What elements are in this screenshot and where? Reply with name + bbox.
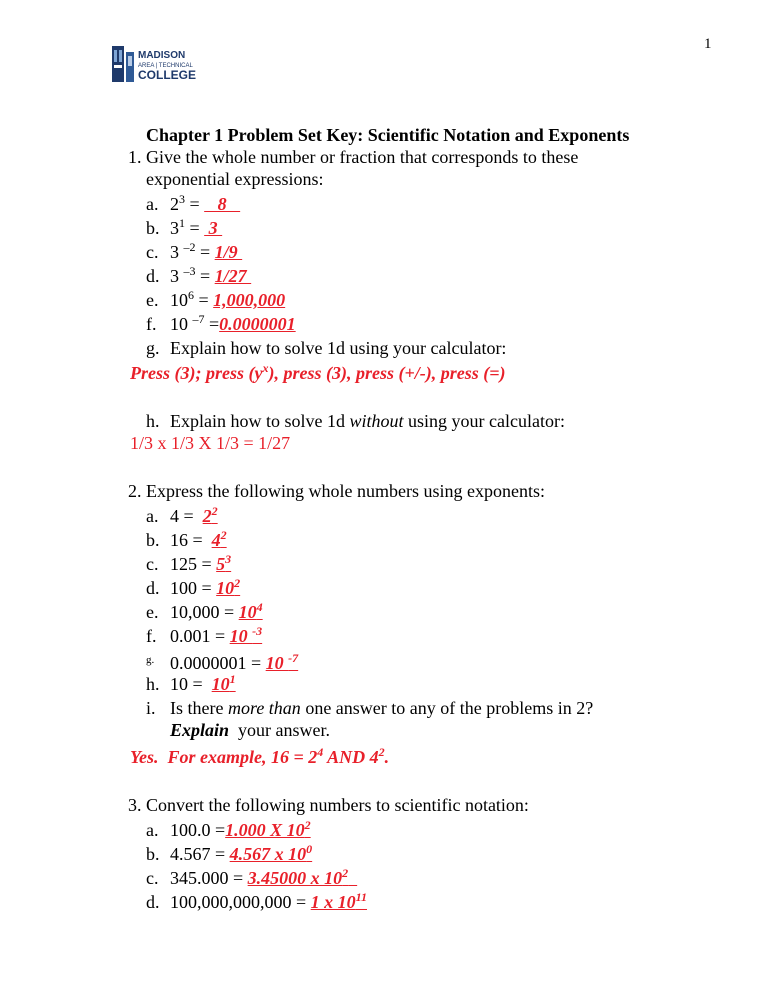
q2i-question-emphasis: more than: [227, 698, 301, 718]
q2-item-c: [146, 553, 231, 575]
q2g-answer-exponent: -7: [288, 651, 299, 665]
q3b-question: 4.567 =: [170, 844, 230, 864]
q1-item-f: [146, 313, 296, 335]
item-label: c.: [146, 554, 159, 574]
q1-item-h: [146, 410, 565, 432]
item-label: d.: [146, 578, 160, 598]
q1b-equals: =: [185, 218, 205, 238]
q3d-question: 100,000,000,000 =: [170, 892, 311, 912]
q3c-answer-exponent: 2: [342, 866, 349, 880]
item-label: e.: [146, 602, 159, 622]
q2d-answer-base: 10: [216, 578, 235, 598]
q1h-answer: 1/3 x 1/3 X 1/3 = 1/27: [130, 433, 291, 453]
q2i-question-part2: one answer to any of the problems in 2?: [300, 698, 594, 718]
item-label: c.: [146, 242, 159, 262]
q1d-exponent: –3: [183, 264, 196, 278]
q2i-answer-sup1: 4: [317, 745, 324, 759]
q3c-question: 345.000 =: [170, 868, 248, 888]
q1d-base: 3: [170, 266, 184, 286]
q1h-question-part1: Explain how to solve 1d: [170, 411, 350, 431]
q1h-question-part2: using your calculator:: [403, 411, 565, 431]
q3a-answer: 1.000 X 10: [225, 820, 305, 840]
q1b-base: 3: [170, 218, 179, 238]
svg-text:MADISON: MADISON: [138, 50, 186, 61]
q3-item-b: [146, 843, 312, 865]
svg-text:COLLEGE: COLLEGE: [138, 68, 197, 82]
q2-item-h: [146, 673, 236, 695]
q2i-answer-part1: Yes. For example, 16 = 2: [130, 747, 318, 767]
q2e-answer-exponent: 4: [256, 600, 263, 614]
q2i-question-part1: Is there: [170, 698, 228, 718]
q1g-answer-part2: ), press (3), press (+/-), press (=): [268, 363, 506, 383]
item-label: d.: [146, 266, 160, 286]
q1e-exponent: 6: [188, 288, 194, 302]
item-label: g.: [146, 654, 155, 666]
item-label: a.: [146, 506, 159, 526]
item-label: f.: [146, 314, 157, 334]
svg-text:AREA | TECHNICAL: AREA | TECHNICAL: [138, 63, 193, 69]
q1a-answer: 8: [204, 194, 241, 214]
q1-prompt-line2: exponential expressions:: [146, 169, 324, 189]
q1b-answer: 3: [204, 218, 223, 238]
q1-item-b: [146, 217, 222, 239]
q2b-question: 16 =: [170, 530, 212, 550]
q1h-question-emphasis: without: [349, 411, 404, 431]
q2i-explain: Explain: [170, 720, 230, 740]
q2-prompt: 2. Express the following whole numbers using exponents:: [128, 481, 545, 501]
q2f-answer-base: 10: [229, 626, 253, 646]
item-label: h.: [146, 411, 160, 431]
q1d-equals: =: [195, 266, 215, 286]
q3a-answer-exponent: 2: [304, 818, 311, 832]
q2h-answer-base: 10: [211, 674, 230, 694]
q1-item-c: [146, 241, 242, 263]
logo-mark-icon: [112, 44, 206, 84]
q3d-answer: 1 x 10: [310, 892, 356, 912]
q2-item-i-cont: [170, 719, 330, 741]
q1b-exponent: 1: [179, 216, 185, 230]
q1e-equals: =: [194, 290, 214, 310]
q2-item-g: [146, 649, 298, 674]
q1f-exponent: –7: [192, 312, 205, 326]
item-label: b.: [146, 844, 160, 864]
q3-item-a: [146, 819, 311, 841]
q2c-answer-base: 5: [216, 554, 226, 574]
item-label: g.: [146, 338, 160, 358]
q2-item-b: [146, 529, 227, 551]
q1f-answer: 0.0000001: [219, 314, 296, 334]
q3-item-d: [146, 891, 367, 913]
q2c-question: 125 =: [170, 554, 217, 574]
q2a-answer-exponent: 2: [211, 504, 218, 518]
q1c-exponent: –2: [183, 240, 196, 254]
item-label: f.: [146, 626, 157, 646]
q1f-base: 10: [170, 314, 193, 334]
q1g-answer: [130, 362, 505, 384]
q1g-answer-sup: x: [262, 361, 269, 375]
q2f-answer-exponent: -3: [252, 624, 263, 638]
q2e-answer-base: 10: [238, 602, 257, 622]
item-label: b.: [146, 530, 160, 550]
q1c-equals: =: [195, 242, 215, 262]
item-label: d.: [146, 892, 160, 912]
q2f-question: 0.001 =: [170, 626, 230, 646]
item-label: b.: [146, 218, 160, 238]
q1c-answer: 1/9: [214, 242, 243, 262]
q1f-equals: =: [204, 314, 220, 334]
item-label: a.: [146, 820, 159, 840]
q1g-answer-part1: Press (3); press (y: [130, 363, 263, 383]
q1g-question: Explain how to solve 1d using your calculator:: [170, 338, 507, 358]
q3c-answer: 3.45000 x 10: [247, 868, 343, 888]
q1-item-e: [146, 289, 285, 311]
page-title: Chapter 1 Problem Set Key: Scientific Notation and Exponents: [146, 125, 630, 145]
item-label: a.: [146, 194, 159, 214]
q2-item-i: [146, 697, 593, 719]
q1e-base: 10: [170, 290, 188, 310]
q3b-answer-exponent: 0: [306, 842, 313, 856]
q2c-answer-exponent: 3: [225, 552, 232, 566]
q1-item-g: [146, 337, 506, 359]
q1-item-a: [146, 193, 240, 215]
q2b-answer-exponent: 2: [220, 528, 227, 542]
q2d-question: 100 =: [170, 578, 217, 598]
q1-prompt-line1: 1. Give the whole number or fraction that corresponds to these: [128, 147, 579, 167]
q1a-equals: =: [185, 194, 205, 214]
q2g-question: 0.0000001 =: [170, 653, 266, 673]
item-label: i.: [146, 698, 156, 718]
q2d-answer-exponent: 2: [234, 576, 241, 590]
q2i-answer-part2: AND 4: [323, 747, 379, 767]
q2i-answer-sup2: 2: [378, 745, 385, 759]
q2-item-a: [146, 505, 218, 527]
q2i-question-part3: your answer.: [229, 720, 331, 740]
q2g-answer-base: 10: [265, 653, 289, 673]
item-label: h.: [146, 674, 160, 694]
q2i-answer: [130, 746, 389, 768]
q2i-answer-part3: .: [384, 747, 390, 767]
q1-item-d: [146, 265, 251, 287]
q2b-answer-base: 4: [211, 530, 221, 550]
q3-prompt: 3. Convert the following numbers to scientific notation:: [128, 795, 529, 815]
item-label: e.: [146, 290, 159, 310]
q2h-answer-exponent: 1: [229, 672, 236, 686]
q2-item-d: [146, 577, 240, 599]
q1d-answer: 1/27: [214, 266, 252, 286]
q2-item-f: [146, 625, 262, 647]
page-number: 1: [704, 36, 712, 52]
q1c-base: 3: [170, 242, 184, 262]
q1a-exponent: 3: [179, 192, 185, 206]
q2-item-e: [146, 601, 263, 623]
q2h-question: 10 =: [170, 674, 212, 694]
q1a-base: 2: [170, 194, 179, 214]
q2a-answer-base: 2: [202, 506, 212, 526]
q1e-answer: 1,000,000: [213, 290, 286, 310]
q3-item-c: [146, 867, 357, 889]
item-label: c.: [146, 868, 159, 888]
q3d-answer-exponent: 11: [355, 890, 367, 904]
q3a-question: 100.0 =: [170, 820, 226, 840]
college-logo: [112, 44, 206, 84]
q2a-question: 4 =: [170, 506, 203, 526]
q3b-answer: 4.567 x 10: [229, 844, 307, 864]
q2e-question: 10,000 =: [170, 602, 239, 622]
